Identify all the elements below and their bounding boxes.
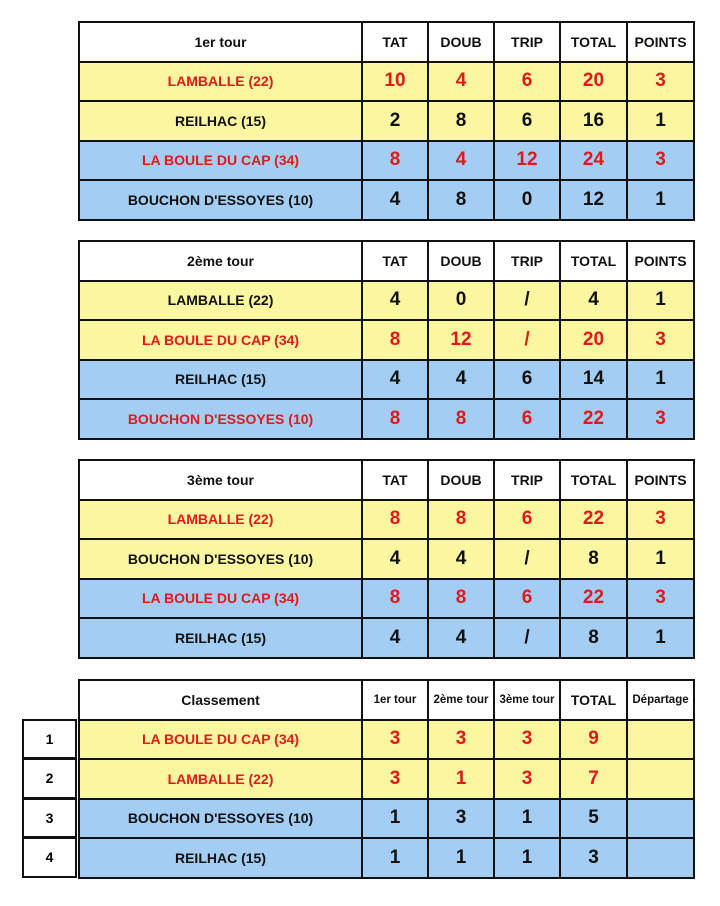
column-header: POINTS [627, 22, 694, 62]
score-cell-points: 1 [627, 101, 694, 141]
column-header: Départage [627, 680, 694, 720]
score-cell-tiebreak [627, 799, 694, 839]
column-header: 3ème tour [494, 680, 560, 720]
score-cell-r1: 3 [362, 759, 428, 799]
score-cell-total: 9 [560, 720, 627, 760]
score-cell-tat: 8 [362, 320, 428, 360]
score-cell-doub: 4 [428, 618, 494, 658]
column-header: DOUB [428, 241, 494, 281]
score-cell-total: 4 [560, 281, 627, 321]
rank-number: 3 [22, 798, 77, 839]
score-cell-doub: 8 [428, 500, 494, 540]
table-row [79, 141, 694, 181]
score-cell-tat: 8 [362, 399, 428, 439]
column-header: DOUB [428, 22, 494, 62]
score-cell-doub: 8 [428, 579, 494, 619]
score-cell-total: 14 [560, 360, 627, 400]
table-title: 1er tour [79, 22, 362, 62]
score-cell-doub: 8 [428, 101, 494, 141]
rank-number: 4 [22, 837, 77, 878]
round-2-table [78, 240, 695, 440]
header-row [79, 22, 694, 62]
score-cell-tat: 4 [362, 180, 428, 220]
score-cell-total: 3 [560, 838, 627, 878]
score-cell-r1: 1 [362, 799, 428, 839]
score-cell-total: 16 [560, 101, 627, 141]
team-name: BOUCHON D'ESSOYES (10) [79, 539, 362, 579]
score-cell-doub: 4 [428, 141, 494, 181]
score-cell-points: 3 [627, 500, 694, 540]
team-name: LAMBALLE (22) [79, 500, 362, 540]
score-cell-total: 8 [560, 618, 627, 658]
score-cell-points: 3 [627, 320, 694, 360]
ranking-table [78, 679, 695, 879]
score-cell-trip: 0 [494, 180, 560, 220]
score-cell-total: 22 [560, 399, 627, 439]
team-name: LAMBALLE (22) [79, 281, 362, 321]
table-row [79, 399, 694, 439]
team-name: LA BOULE DU CAP (34) [79, 579, 362, 619]
table-row [79, 838, 694, 878]
table-row [79, 539, 694, 579]
table-row [79, 180, 694, 220]
score-cell-total: 20 [560, 62, 627, 102]
header-row [79, 460, 694, 500]
table-row [79, 579, 694, 619]
score-cell-tat: 2 [362, 101, 428, 141]
score-cell-r3: 1 [494, 799, 560, 839]
header-row [79, 241, 694, 281]
score-cell-doub: 4 [428, 539, 494, 579]
score-cell-total: 22 [560, 579, 627, 619]
column-header: DOUB [428, 460, 494, 500]
score-cell-r3: 3 [494, 720, 560, 760]
column-header: TOTAL [560, 460, 627, 500]
score-cell-trip: / [494, 320, 560, 360]
score-cell-r1: 1 [362, 838, 428, 878]
score-cell-r1: 3 [362, 720, 428, 760]
score-cell-trip: 6 [494, 62, 560, 102]
column-header: TOTAL [560, 241, 627, 281]
team-name: BOUCHON D'ESSOYES (10) [79, 180, 362, 220]
score-cell-tat: 4 [362, 539, 428, 579]
score-cell-r3: 3 [494, 759, 560, 799]
column-header: POINTS [627, 460, 694, 500]
score-cell-points: 3 [627, 62, 694, 102]
team-name: REILHAC (15) [79, 838, 362, 878]
column-header: TAT [362, 241, 428, 281]
score-cell-total: 20 [560, 320, 627, 360]
score-cell-points: 1 [627, 281, 694, 321]
team-name: BOUCHON D'ESSOYES (10) [79, 399, 362, 439]
score-cell-tiebreak [627, 720, 694, 760]
score-cell-total: 8 [560, 539, 627, 579]
table-title: Classement [79, 680, 362, 720]
score-cell-trip: 6 [494, 360, 560, 400]
column-header: 1er tour [362, 680, 428, 720]
column-header: TAT [362, 22, 428, 62]
score-cell-total: 22 [560, 500, 627, 540]
score-cell-total: 7 [560, 759, 627, 799]
score-cell-points: 3 [627, 579, 694, 619]
team-name: BOUCHON D'ESSOYES (10) [79, 799, 362, 839]
table-title: 2ème tour [79, 241, 362, 281]
header-row [79, 680, 694, 720]
table-row [79, 62, 694, 102]
score-cell-tat: 8 [362, 579, 428, 619]
team-name: REILHAC (15) [79, 618, 362, 658]
team-name: LA BOULE DU CAP (34) [79, 320, 362, 360]
team-name: LAMBALLE (22) [79, 759, 362, 799]
column-header: 2ème tour [428, 680, 494, 720]
column-header: TRIP [494, 460, 560, 500]
rank-number: 2 [22, 758, 77, 799]
score-cell-doub: 0 [428, 281, 494, 321]
score-cell-total: 24 [560, 141, 627, 181]
score-cell-r2: 3 [428, 720, 494, 760]
score-cell-r2: 3 [428, 799, 494, 839]
score-cell-total: 5 [560, 799, 627, 839]
score-cell-points: 3 [627, 399, 694, 439]
score-cell-doub: 4 [428, 62, 494, 102]
table-row [79, 281, 694, 321]
score-cell-trip: 6 [494, 399, 560, 439]
team-name: LA BOULE DU CAP (34) [79, 720, 362, 760]
column-header: TOTAL [560, 680, 627, 720]
team-name: LA BOULE DU CAP (34) [79, 141, 362, 181]
score-cell-r2: 1 [428, 759, 494, 799]
score-cell-points: 1 [627, 618, 694, 658]
score-cell-tat: 4 [362, 618, 428, 658]
score-cell-trip: 12 [494, 141, 560, 181]
score-cell-tat: 4 [362, 360, 428, 400]
score-cell-doub: 8 [428, 180, 494, 220]
team-name: REILHAC (15) [79, 360, 362, 400]
table-row [79, 320, 694, 360]
column-header: TAT [362, 460, 428, 500]
score-cell-doub: 8 [428, 399, 494, 439]
column-header: POINTS [627, 241, 694, 281]
score-cell-doub: 12 [428, 320, 494, 360]
column-header: TOTAL [560, 22, 627, 62]
score-cell-tat: 10 [362, 62, 428, 102]
table-row [79, 101, 694, 141]
rank-number: 1 [22, 719, 77, 760]
score-cell-trip: / [494, 281, 560, 321]
score-cell-tiebreak [627, 759, 694, 799]
score-cell-r3: 1 [494, 838, 560, 878]
score-cell-trip: 6 [494, 579, 560, 619]
score-cell-trip: 6 [494, 101, 560, 141]
table-row [79, 618, 694, 658]
column-header: TRIP [494, 22, 560, 62]
column-header: TRIP [494, 241, 560, 281]
score-cell-trip: / [494, 539, 560, 579]
score-cell-tat: 4 [362, 281, 428, 321]
score-cell-tat: 8 [362, 500, 428, 540]
score-cell-points: 1 [627, 539, 694, 579]
score-cell-points: 1 [627, 360, 694, 400]
score-cell-total: 12 [560, 180, 627, 220]
table-row [79, 360, 694, 400]
table-row [79, 720, 694, 760]
team-name: REILHAC (15) [79, 101, 362, 141]
team-name: LAMBALLE (22) [79, 62, 362, 102]
round-3-table [78, 459, 695, 659]
round-1-table [78, 21, 695, 221]
score-cell-r2: 1 [428, 838, 494, 878]
table-title: 3ème tour [79, 460, 362, 500]
score-cell-tat: 8 [362, 141, 428, 181]
score-cell-trip: / [494, 618, 560, 658]
table-row [79, 799, 694, 839]
score-cell-tiebreak [627, 838, 694, 878]
score-cell-points: 3 [627, 141, 694, 181]
table-row [79, 759, 694, 799]
score-cell-trip: 6 [494, 500, 560, 540]
score-cell-points: 1 [627, 180, 694, 220]
score-cell-doub: 4 [428, 360, 494, 400]
table-row [79, 500, 694, 540]
